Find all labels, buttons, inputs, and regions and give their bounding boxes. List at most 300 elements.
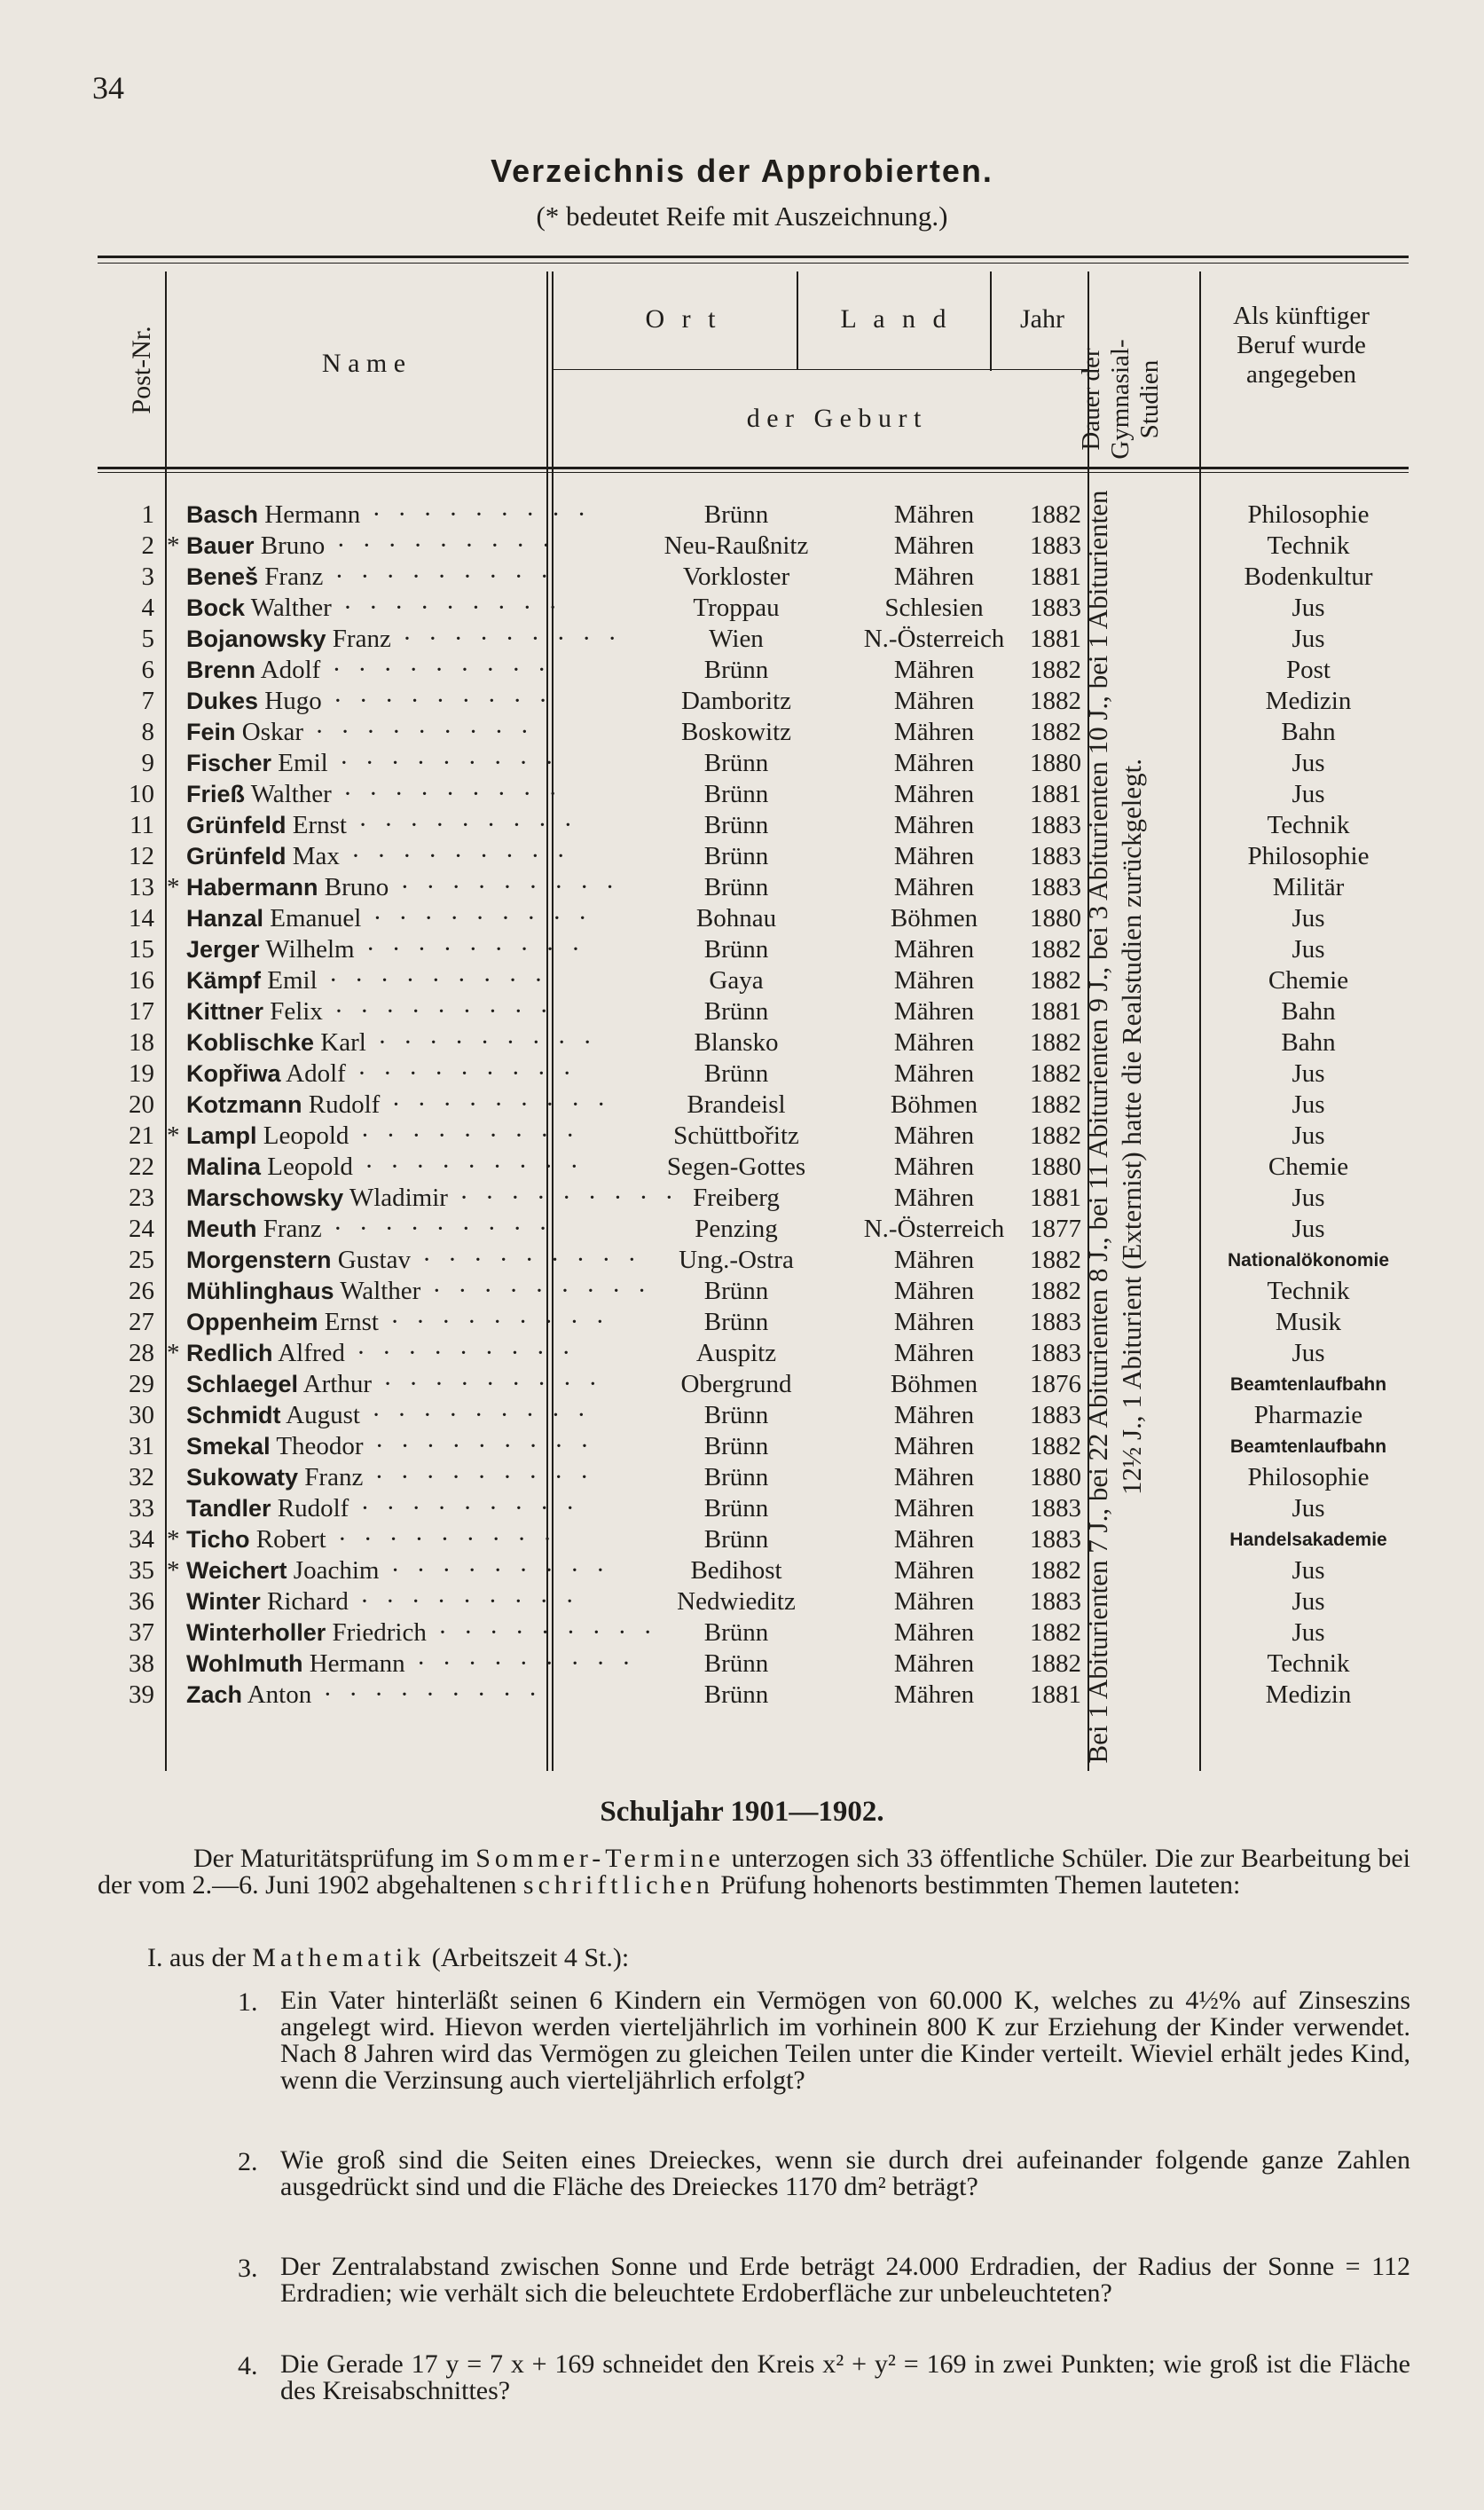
- given-name: Adolf: [260, 656, 321, 684]
- leader-dots: · · · · · · · · ·: [404, 1649, 636, 1678]
- given-name: Felix: [270, 997, 323, 1026]
- leader-dots: · · · · · · · · ·: [303, 718, 535, 746]
- leader-dots: · · · · · · · · ·: [317, 966, 548, 995]
- row-number: 5: [141, 625, 154, 653]
- table-row: [115, 500, 1393, 531]
- birth-place: Segen-Gottes: [666, 1153, 806, 1181]
- birth-place: Brünn: [703, 811, 769, 839]
- given-name: Arthur: [302, 1370, 373, 1398]
- birth-land: Mähren: [893, 1308, 975, 1336]
- birth-land: Mähren: [893, 1649, 975, 1678]
- header-midline: [552, 369, 1087, 370]
- task-text: Ein Vater hinterläßt seinen 6 Kindern ein Vermögen von 60.000 K, welches zu 4½% auf Zinseszins angelegt wird. Hievon werden vierteljährlich im vorhinein 800 K zur Erziehung der Kinder verwendet. Nach 8 Jahren wird das Vermögen zu gleichen Teilen unter die Kinder verteilt. Wieviel erhält jedes Kind, wenn die Verzinsung auch vierteljährlich erfolgt?: [280, 1986, 1410, 2095]
- surname: Weichert: [186, 1557, 287, 1584]
- birth-year: 1883: [1030, 1308, 1081, 1336]
- birth-land: Mähren: [893, 1153, 975, 1181]
- birth-land: Mähren: [893, 563, 975, 591]
- row-number: 6: [141, 656, 154, 684]
- birth-year: 1880: [1030, 1153, 1081, 1181]
- row-number: 24: [129, 1215, 154, 1243]
- table-row: [115, 1183, 1393, 1214]
- surname: Schlaegel: [186, 1371, 299, 1397]
- table-row: [115, 1152, 1393, 1183]
- given-name: Alfred: [278, 1339, 345, 1367]
- birth-land: Mähren: [893, 1556, 975, 1585]
- birth-place: Troppau: [693, 594, 780, 622]
- birth-place: Brünn: [703, 1680, 769, 1709]
- birth-place: Brünn: [703, 1463, 769, 1491]
- surname: Bojanowsky: [186, 626, 326, 652]
- birth-place: Penzing: [695, 1215, 778, 1243]
- future-career: Militär: [1272, 873, 1345, 901]
- leader-dots: · · · · · · · · ·: [420, 1277, 652, 1305]
- surname: Winterholler: [186, 1619, 326, 1646]
- future-career: Chemie: [1268, 966, 1349, 995]
- row-number: 28: [129, 1339, 154, 1367]
- given-name: Franz: [304, 1463, 364, 1491]
- page-title: Verzeichnis der Approbierten.: [491, 153, 993, 189]
- given-name: Franz: [263, 1215, 322, 1243]
- row-number: 25: [129, 1246, 154, 1274]
- row-number: 9: [141, 749, 154, 777]
- future-career: Jus: [1292, 749, 1325, 777]
- birth-year: 1882: [1030, 1028, 1081, 1057]
- leader-dots: · · · · · · · · ·: [410, 1246, 642, 1274]
- surname: Winter: [186, 1588, 261, 1615]
- birth-land: Mähren: [893, 966, 975, 995]
- birth-place: Brünn: [703, 1525, 769, 1554]
- birth-land: Mähren: [893, 500, 975, 529]
- birth-place: Ung.-Ostra: [679, 1246, 794, 1274]
- given-name: Walther: [250, 594, 332, 622]
- table-row: [115, 1338, 1393, 1369]
- table-row: [115, 1400, 1393, 1431]
- row-number: 1: [141, 500, 154, 529]
- birth-place: Brünn: [703, 780, 769, 808]
- table-row: [115, 996, 1393, 1027]
- surname: Oppenheim: [186, 1309, 318, 1335]
- row-number: 34: [129, 1525, 154, 1554]
- future-career: Jus: [1292, 1059, 1325, 1088]
- birth-place: Brünn: [703, 1649, 769, 1678]
- given-name: Ernst: [324, 1308, 379, 1336]
- table-row: [115, 1617, 1393, 1648]
- table-row: [115, 717, 1393, 748]
- table-row: [115, 593, 1393, 624]
- table-row: [115, 655, 1393, 686]
- surname: Habermann: [186, 874, 318, 901]
- surname: Grünfeld: [186, 843, 287, 869]
- given-name: Emil: [267, 966, 318, 995]
- surname: Zach: [186, 1681, 243, 1708]
- task-number: 2.: [238, 2147, 258, 2176]
- given-name: Leopold: [263, 1121, 349, 1150]
- birth-year: 1883: [1030, 1525, 1081, 1554]
- birth-year: 1882: [1030, 935, 1081, 964]
- birth-land: Mähren: [893, 842, 975, 870]
- leader-dots: · · · · · · · · ·: [325, 531, 556, 560]
- future-career: Jus: [1292, 1090, 1325, 1119]
- future-career: Jus: [1292, 1121, 1325, 1150]
- leader-dots: · · · · · · · · ·: [363, 1432, 594, 1460]
- future-career: Jus: [1292, 1618, 1325, 1647]
- birth-year: 1881: [1030, 1184, 1081, 1212]
- surname: Kotzmann: [186, 1091, 302, 1118]
- table-row: [115, 1462, 1393, 1493]
- section-time: (Arbeitszeit 4 St.):: [431, 1943, 630, 1972]
- birth-place: Bedihost: [690, 1556, 782, 1585]
- given-name: Wladimir: [349, 1184, 448, 1212]
- surname: Meuth: [186, 1216, 257, 1242]
- birth-land: Mähren: [893, 1184, 975, 1212]
- birth-place: Brandeisl: [687, 1090, 786, 1119]
- birth-place: Bohnau: [695, 904, 777, 932]
- birth-place: Brünn: [703, 500, 769, 529]
- header-bottom-rule-thin: [98, 472, 1409, 473]
- birth-year: 1883: [1030, 594, 1081, 622]
- leader-dots: · · · · · · · · ·: [344, 1339, 577, 1367]
- row-number: 18: [129, 1028, 154, 1057]
- leader-dots: · · · · · · · · ·: [339, 842, 571, 870]
- leader-dots: · · · · · · · · ·: [348, 1587, 579, 1616]
- row-number: 26: [129, 1277, 154, 1305]
- leader-dots: · · · · · · · · ·: [346, 811, 578, 839]
- leader-dots: · · · · · · · · ·: [380, 1090, 611, 1119]
- table-body: [115, 500, 1393, 1711]
- birth-place: Brünn: [703, 842, 769, 870]
- future-career: Jus: [1292, 1184, 1325, 1212]
- leader-dots: · · · · · · · · ·: [323, 563, 554, 591]
- birth-place: Blansko: [694, 1028, 779, 1057]
- birth-year: 1880: [1030, 904, 1081, 932]
- birth-place: Boskowitz: [680, 718, 792, 746]
- section-label: I. aus der: [147, 1943, 246, 1972]
- future-career: Technik: [1267, 1649, 1350, 1678]
- birth-place: Schüttbořitz: [673, 1121, 799, 1150]
- intro-written: schriftlichen: [522, 1870, 714, 1900]
- leader-dots: · · · · · · · · ·: [320, 656, 552, 684]
- birth-place: Brünn: [703, 997, 769, 1026]
- header-jahr: Jahr: [1020, 304, 1064, 334]
- birth-year: 1883: [1030, 1494, 1081, 1523]
- table-row: [115, 1586, 1393, 1617]
- birth-land: Mähren: [893, 1618, 975, 1647]
- leader-dots: · · · · · · · · ·: [352, 1153, 585, 1181]
- birth-year: 1883: [1030, 531, 1081, 560]
- surname: Dukes: [186, 688, 259, 714]
- surname: Bock: [186, 594, 246, 621]
- given-name: Theodor: [276, 1432, 364, 1460]
- future-career: Jus: [1292, 935, 1325, 964]
- task-number: 3.: [238, 2254, 258, 2283]
- birth-place: Brünn: [703, 873, 769, 901]
- row-number: 15: [129, 935, 154, 964]
- birth-land: Schlesien: [884, 594, 984, 622]
- row-number: 31: [129, 1432, 154, 1460]
- birth-place: Freiberg: [693, 1184, 780, 1212]
- header-post-nr: Post-Nr.: [127, 326, 156, 414]
- row-number: 20: [129, 1090, 154, 1119]
- row-number: 14: [129, 904, 154, 932]
- surname: Ticho: [186, 1526, 250, 1553]
- birth-year: 1882: [1030, 1649, 1081, 1678]
- table-row: [115, 903, 1393, 934]
- page-number: 34: [92, 70, 124, 106]
- distinction-mark: *: [167, 1121, 180, 1150]
- table-row: [115, 1307, 1393, 1338]
- duration-note-cell: [1082, 479, 1183, 1774]
- intro-text-a: Der Maturitätsprüfung im: [193, 1844, 469, 1873]
- table-row: [115, 841, 1393, 872]
- given-name: Emanuel: [270, 904, 362, 932]
- birth-land: Mähren: [893, 749, 975, 777]
- birth-year: 1883: [1030, 873, 1081, 901]
- birth-year: 1883: [1030, 1587, 1081, 1616]
- header-bottom-rule: [98, 467, 1409, 469]
- surname: Smekal: [186, 1433, 271, 1460]
- birth-place: Brünn: [703, 749, 769, 777]
- future-career: Bodenkultur: [1244, 563, 1373, 591]
- future-career: Musik: [1275, 1308, 1342, 1336]
- given-name: August: [286, 1401, 360, 1429]
- row-number: 8: [141, 718, 154, 746]
- birth-land: Mähren: [893, 687, 975, 715]
- top-rule-thick: [98, 256, 1409, 258]
- surname: Sukowaty: [186, 1464, 299, 1491]
- col-divider-land-header: [990, 271, 992, 371]
- future-career: Technik: [1267, 531, 1350, 560]
- row-number: 7: [141, 687, 154, 715]
- birth-year: 1880: [1030, 749, 1081, 777]
- birth-land: Mähren: [893, 1277, 975, 1305]
- birth-place: Neu-Raußnitz: [663, 531, 809, 560]
- section-heading: [147, 1945, 1407, 1971]
- birth-year: 1883: [1030, 1339, 1081, 1367]
- table-row: [115, 1058, 1393, 1090]
- table-row: [115, 965, 1393, 996]
- birth-place: Brünn: [703, 935, 769, 964]
- row-number: 11: [130, 811, 154, 839]
- section-subject: Mathematik: [252, 1943, 426, 1972]
- row-number: 16: [129, 966, 154, 995]
- table-row: [115, 1090, 1393, 1121]
- leader-dots: · · · · · · · · ·: [363, 1463, 594, 1491]
- given-name: Emil: [278, 749, 328, 777]
- surname: Morgenstern: [186, 1247, 332, 1273]
- intro-text-c: Prüfung hohenorts bestimmten Themen lauteten:: [720, 1870, 1241, 1900]
- future-career: Bahn: [1281, 718, 1336, 746]
- birth-year: 1882: [1030, 1059, 1081, 1088]
- given-name: Hugo: [264, 687, 322, 715]
- table-row: [115, 810, 1393, 841]
- birth-land: Mähren: [893, 1401, 975, 1429]
- future-career: Medizin: [1265, 1680, 1352, 1709]
- leader-dots: · · · · · · · · ·: [345, 1059, 577, 1088]
- birth-land: Mähren: [893, 1680, 975, 1709]
- row-number: 35: [129, 1556, 154, 1585]
- birth-land: Mähren: [893, 718, 975, 746]
- surname: Wohlmuth: [186, 1650, 303, 1677]
- future-career: Nationalökonomie: [1227, 1250, 1390, 1271]
- table-row: [115, 686, 1393, 717]
- leader-dots: · · · · · · · · ·: [327, 749, 559, 777]
- row-number: 37: [129, 1618, 154, 1647]
- birth-land: Mähren: [893, 873, 975, 901]
- table-row: [115, 1680, 1393, 1711]
- surname: Bauer: [186, 532, 255, 559]
- future-career: Bahn: [1281, 997, 1336, 1026]
- intro-paragraph: [98, 1845, 1410, 1899]
- distinction-mark: *: [167, 1525, 180, 1554]
- leader-dots: · · · · · · · · ·: [361, 904, 593, 932]
- future-career: Jus: [1292, 780, 1325, 808]
- leader-dots: · · · · · · · · ·: [349, 1494, 580, 1523]
- row-number: 23: [129, 1184, 154, 1212]
- future-career: Jus: [1292, 904, 1325, 932]
- birth-land: Mähren: [893, 811, 975, 839]
- distinction-mark: *: [167, 1556, 180, 1585]
- birth-year: 1882: [1030, 500, 1081, 529]
- birth-land: Böhmen: [890, 904, 978, 932]
- table-row: [115, 1555, 1393, 1586]
- surname: Fischer: [186, 750, 272, 776]
- row-number: 33: [129, 1494, 154, 1523]
- given-name: Adolf: [286, 1059, 346, 1088]
- birth-year: 1882: [1030, 1090, 1081, 1119]
- header-land: L a n d: [840, 304, 952, 334]
- table-row: [115, 1027, 1393, 1058]
- future-career: Chemie: [1268, 1153, 1349, 1181]
- row-number: 36: [129, 1587, 154, 1616]
- given-name: Ernst: [292, 811, 347, 839]
- given-name: Leopold: [267, 1153, 353, 1181]
- table-row: [115, 1493, 1393, 1524]
- surname: Mühlinghaus: [186, 1278, 334, 1304]
- birth-year: 1881: [1030, 997, 1081, 1026]
- row-number: 3: [141, 563, 154, 591]
- given-name: Walther: [250, 780, 332, 808]
- row-number: 12: [129, 842, 154, 870]
- surname: Basch: [186, 501, 259, 528]
- future-career: Handelsakademie: [1229, 1530, 1387, 1550]
- given-name: Robert: [255, 1525, 326, 1554]
- leader-dots: · · · · · · · · ·: [359, 1401, 592, 1429]
- surname: Jerger: [186, 936, 260, 963]
- birth-place: Auspitz: [695, 1339, 777, 1367]
- row-number: 32: [129, 1463, 154, 1491]
- leader-dots: · · · · · · · · ·: [354, 935, 585, 964]
- birth-land: Mähren: [893, 1246, 975, 1274]
- birth-place: Brünn: [703, 1432, 769, 1460]
- table-row: [115, 1648, 1393, 1680]
- birth-land: Mähren: [893, 1339, 975, 1367]
- birth-place: Brünn: [703, 1401, 769, 1429]
- future-career: Beamtenlaufbahn: [1229, 1374, 1387, 1395]
- future-career: Medizin: [1265, 687, 1352, 715]
- surname: Beneš: [186, 563, 259, 590]
- leader-dots: · · · · · · · · ·: [331, 780, 562, 808]
- surname: Malina: [186, 1153, 262, 1180]
- leader-dots: · · · · · · · · ·: [311, 1680, 543, 1709]
- surname: Fein: [186, 719, 236, 745]
- birth-land: Mähren: [893, 1028, 975, 1057]
- leader-dots: · · · · · · · · ·: [389, 873, 620, 901]
- task-text: Die Gerade 17 y = 7 x + 169 schneidet den Kreis x² + y² = 169 in zwei Punkten; wie groß ist die Fläche des Kreisabschnittes?: [280, 2349, 1410, 2405]
- birth-land: Mähren: [893, 1463, 975, 1491]
- surname: Brenn: [186, 657, 256, 683]
- future-career: Technik: [1267, 811, 1350, 839]
- future-career: Post: [1286, 656, 1331, 684]
- birth-year: 1882: [1030, 656, 1081, 684]
- row-number: 27: [129, 1308, 154, 1336]
- row-number: 38: [129, 1649, 154, 1678]
- duration-note: Bei 1 Abiturienten 7 J., bei 22 Abiturienten 8 J., bei 11 Abiturienten 9 J., bei 3 Abiturienten 10 J., bei 1 Abiturienten 12½ J., 1 Abiturient (Externist) hatte die Realstudien zurückgelegt.: [1082, 490, 1147, 1764]
- surname: Tandler: [186, 1495, 271, 1522]
- table-row: [115, 748, 1393, 779]
- row-number: 17: [129, 997, 154, 1026]
- birth-land: N.-Österreich: [863, 1215, 1005, 1243]
- leader-dots: · · · · · · · · ·: [426, 1618, 658, 1647]
- birth-year: 1880: [1030, 1463, 1081, 1491]
- surname: Kittner: [186, 998, 263, 1025]
- leader-dots: · · · · · · · · ·: [372, 1370, 603, 1398]
- given-name: Richard: [267, 1587, 349, 1616]
- birth-place: Brünn: [703, 1059, 769, 1088]
- table-row: [115, 1431, 1393, 1462]
- task-text: Der Zentralabstand zwischen Sonne und Erde beträgt 24.000 Erdradien, der Radius der Sonne = 112 Erdradien; wie verhält sich die beleuchtete Erdoberfläche zur unbeleuchteten?: [280, 2252, 1410, 2308]
- future-career: Bahn: [1281, 1028, 1336, 1057]
- surname: Grünfeld: [186, 812, 287, 838]
- surname: Frieß: [186, 781, 246, 807]
- future-career: Jus: [1292, 594, 1325, 622]
- birth-land: Mähren: [893, 531, 975, 560]
- birth-year: 1883: [1030, 842, 1081, 870]
- given-name: Anton: [247, 1680, 312, 1709]
- header-dauer: Dauer der Gymnasial-Studien: [1077, 339, 1164, 460]
- birth-land: Mähren: [893, 780, 975, 808]
- given-name: Rudolf: [308, 1090, 381, 1119]
- surname: Hanzal: [186, 905, 264, 932]
- row-number: 2: [141, 531, 154, 560]
- row-number: 22: [129, 1153, 154, 1181]
- page-subtitle: (* bedeutet Reife mit Auszeichnung.): [536, 201, 948, 232]
- intro-text-b: unterzogen sich 33 öffentliche Schüler. Die zur Bearbeitung bei der vom 2.—6. Juni 1902 abgehaltenen: [98, 1844, 1411, 1900]
- leader-dots: · · · · · · · · ·: [349, 1121, 580, 1150]
- given-name: Hermann: [309, 1649, 405, 1678]
- leader-dots: · · · · · · · · ·: [390, 625, 622, 653]
- row-number: 29: [129, 1370, 154, 1398]
- given-name: Rudolf: [277, 1494, 349, 1523]
- table-row: [115, 934, 1393, 965]
- given-name: Bruno: [260, 531, 326, 560]
- birth-year: 1882: [1030, 1277, 1081, 1305]
- intro-term: Sommer-Termine: [475, 1844, 725, 1873]
- future-career: Jus: [1292, 1494, 1325, 1523]
- birth-land: Mähren: [893, 1587, 975, 1616]
- future-career: Technik: [1267, 1277, 1350, 1305]
- given-name: Karl: [320, 1028, 366, 1057]
- surname: Koblischke: [186, 1029, 315, 1056]
- task-number: 4.: [238, 2351, 258, 2380]
- future-career: Beamtenlaufbahn: [1229, 1436, 1387, 1457]
- birth-year: 1882: [1030, 1618, 1081, 1647]
- future-career: Jus: [1292, 625, 1325, 653]
- future-career: Pharmazie: [1253, 1401, 1363, 1429]
- birth-land: Mähren: [893, 1432, 975, 1460]
- birth-place: Obergrund: [680, 1370, 792, 1398]
- distinction-mark: *: [167, 1339, 180, 1367]
- birth-land: Mähren: [893, 656, 975, 684]
